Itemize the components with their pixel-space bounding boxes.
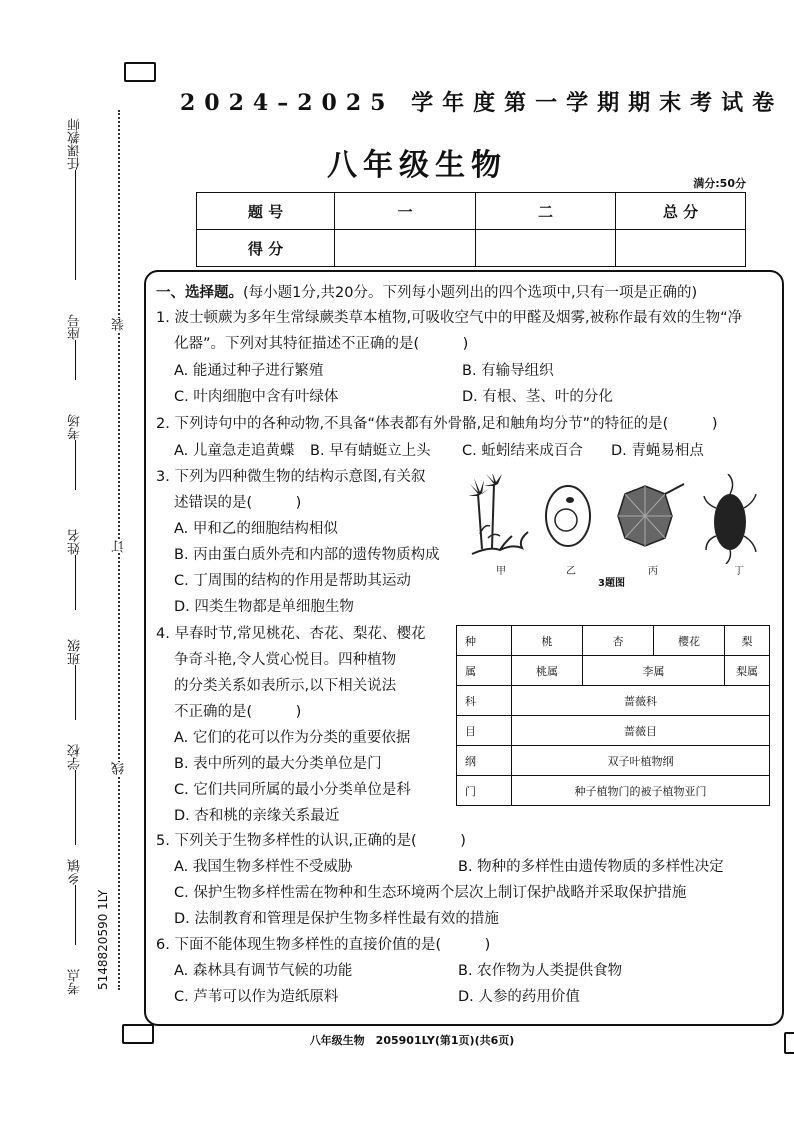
field-name: 姓名: [66, 515, 85, 610]
q3-option-a[interactable]: A. 甲和乙的细胞结构相似: [174, 521, 338, 537]
table-row: [457, 746, 770, 776]
q3-option-d[interactable]: D. 四类生物都是单细胞生物: [174, 599, 354, 615]
field-town: 乡镇: [66, 845, 85, 945]
table-cell: 樱花: [654, 626, 725, 656]
q4-option-c[interactable]: C. 它们共同所属的最小分类单位是科: [174, 782, 411, 798]
table-cell: 蔷薇科: [512, 686, 770, 716]
table-cell: 梨: [725, 626, 770, 656]
table-row: [457, 656, 770, 686]
table-cell: 杏: [583, 626, 654, 656]
table-cell: 蔷薇目: [512, 716, 770, 746]
binding-mark-xian: 线: [112, 762, 127, 775]
figure-label-jia: 甲: [496, 566, 506, 577]
table-cell: 桃属: [512, 656, 583, 686]
field-school: 学校: [66, 730, 85, 845]
field-seat: 座号: [66, 300, 85, 380]
binding-code: 5148820590 1LY: [96, 889, 110, 990]
virus-bing-illustration: [618, 484, 684, 546]
exam-subject: 八年级生物: [327, 148, 507, 183]
top-left-box: [124, 62, 156, 82]
q5-stem: 5. 下列关于生物多样性的认识,正确的是( ): [156, 833, 466, 849]
q6-option-b[interactable]: B. 农作物为人类提供食物: [458, 963, 623, 979]
q1-option-c[interactable]: C. 叶肉细胞中含有叶绿体: [174, 389, 339, 405]
field-class: 班级: [66, 625, 85, 720]
binding-mark-ding: 订: [112, 540, 127, 553]
q4-stem: 4. 早春时节,常见桃花、杏花、梨花、樱花: [156, 626, 426, 642]
table-cell: 属: [457, 656, 512, 686]
score-label-cell: 得 分: [197, 230, 335, 267]
field-room: 考场: [66, 400, 85, 490]
q1-option-b[interactable]: B. 有输导组织: [462, 363, 554, 379]
q1-stem: 1. 波士顿蕨为多年生常绿蕨类草本植物,可吸收空气中的甲醛及烟雾,被称作最有效的生物“净: [156, 310, 743, 326]
table-row: [457, 686, 770, 716]
figure-label-yi: 乙: [566, 566, 576, 577]
score-input-cell[interactable]: [335, 230, 476, 267]
table-row: [457, 716, 770, 746]
q3-option-c[interactable]: C. 丁周围的结构的作用是帮助其运动: [174, 573, 411, 589]
q4-option-d[interactable]: D. 杏和桃的亲缘关系最近: [174, 808, 340, 824]
q5-option-a[interactable]: A. 我国生物多样性不受威胁: [174, 859, 353, 875]
table-cell: 种子植物门的被子植物亚门: [512, 776, 770, 806]
score-header-cell: 总 分: [616, 193, 746, 230]
score-input-cell[interactable]: [616, 230, 746, 267]
table-row: [457, 776, 770, 806]
q4-stem: 争奇斗艳,令人赏心悦目。四种植物: [174, 652, 397, 668]
figure-label-ding: 丁: [734, 566, 744, 577]
binding-mark-zhuang: 装: [112, 318, 127, 331]
q6-stem: 6. 下面不能体现生物多样性的直接价值的是( ): [156, 937, 491, 953]
section-heading: 一、选择题。(每小题1分,共20分。下列每小题列出的四个选项中,只有一项是正确的): [156, 285, 698, 301]
q6-option-c[interactable]: C. 芦苇可以作为造纸原料: [174, 989, 339, 1005]
score-table: [196, 192, 746, 267]
classification-table: [456, 625, 770, 806]
full-score: 满分:50分: [693, 177, 746, 190]
table-cell: 纲: [457, 746, 512, 776]
q3-stem: 述错误的是( ): [174, 495, 302, 511]
yeast-yi-illustration: [546, 486, 590, 546]
score-header-cell: 二: [476, 193, 616, 230]
table-cell: 科: [457, 686, 512, 716]
q2-stem: 2. 下列诗句中的各种动物,不具备“体表都有外骨骼,足和触角均分节”的特征的是( ): [156, 416, 718, 432]
table-row: [457, 626, 770, 656]
q5-option-b[interactable]: B. 物种的多样性由遗传物质的多样性决定: [458, 859, 724, 875]
q1-stem: 化器”。下列对其特征描述不正确的是( ): [174, 336, 469, 352]
q4-option-a[interactable]: A. 它们的花可以作为分类的重要依据: [174, 730, 411, 746]
table-cell: 桃: [512, 626, 583, 656]
q3-option-b[interactable]: B. 丙由蛋白质外壳和内部的遗传物质构成: [174, 547, 440, 563]
q2-option-b[interactable]: B. 早有蜻蜓立上头: [310, 443, 431, 459]
q4-option-b[interactable]: B. 表中所列的最大分类单位是门: [174, 756, 382, 772]
table-cell: 梨属: [725, 656, 770, 686]
figure-label-bing: 丙: [648, 566, 658, 577]
table-cell: 目: [457, 716, 512, 746]
table-cell: 种: [457, 626, 512, 656]
score-header-cell: 一: [335, 193, 476, 230]
q2-option-c[interactable]: C. 蚯蚓结来成百合: [462, 443, 583, 459]
q5-option-d[interactable]: D. 法制教育和管理是保护生物多样性最有效的措施: [174, 911, 499, 927]
page-footer: 八年级生物 205901LY(第1页)(共6页): [309, 1034, 515, 1047]
exam-title: 2024–2025 学年度第一学期期末考试卷: [180, 90, 784, 116]
q6-option-a[interactable]: A. 森林具有调节气候的功能: [174, 963, 353, 979]
microorganism-figure: [460, 474, 760, 564]
q4-stem: 的分类关系如表所示,以下相关说法: [174, 678, 397, 694]
fungus-jia-illustration: [468, 474, 528, 554]
q6-option-d[interactable]: D. 人参的药用价值: [458, 989, 580, 1005]
q1-option-d[interactable]: D. 有根、茎、叶的分化: [462, 389, 613, 405]
q1-option-a[interactable]: A. 能通过种子进行繁殖: [174, 363, 324, 379]
score-header-cell: 题 号: [197, 193, 335, 230]
table-cell: 李属: [583, 656, 725, 686]
figure-caption: 3题图: [598, 578, 625, 589]
table-cell: 门: [457, 776, 512, 806]
field-teacher: 任课教师: [66, 110, 85, 280]
q5-option-c[interactable]: C. 保护生物多样性需在物种和生态环境两个层次上制订保护战略并采取保护措施: [174, 885, 687, 901]
q3-stem: 3. 下列为四种微生物的结构示意图,有关叙: [156, 469, 426, 485]
q2-option-a[interactable]: A. 儿童急走追黄蝶: [174, 443, 295, 459]
q2-option-d[interactable]: D. 青蝇易相点: [611, 443, 704, 459]
q4-stem: 不正确的是( ): [174, 704, 302, 720]
bacterium-ding-illustration: [704, 474, 756, 564]
field-exam-site: 考点: [68, 969, 83, 995]
table-cell: 双子叶植物纲: [512, 746, 770, 776]
score-input-cell[interactable]: [476, 230, 616, 267]
